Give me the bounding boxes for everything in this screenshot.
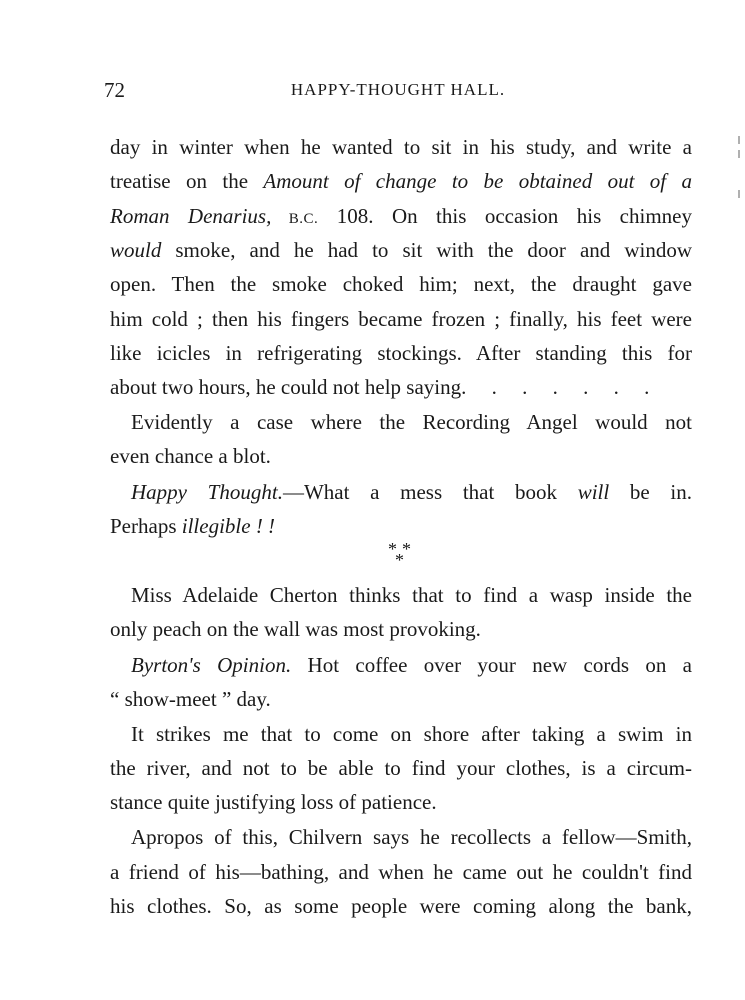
paragraph-start: Apropos of this, Chilvern says he recollects a fellow—Smith, xyxy=(131,825,692,849)
ellipsis-dots: . . . . . . . xyxy=(461,375,660,399)
text-line: his clothes. So, as some people were coming along the bank, xyxy=(110,894,692,918)
text-line: him cold ; then his fingers became frozen ; finally, his feet were xyxy=(110,307,692,331)
paragraph-start: Happy Thought.—What a mess that book will be in. xyxy=(131,480,693,504)
text-line: a friend of his—bathing, and when he came out he couldn't find xyxy=(110,860,692,884)
running-title: HAPPY-THOUGHT HALL. xyxy=(290,80,506,99)
asterism-divider xyxy=(360,534,420,574)
text-line: would smoke, and he had to sit with the door and window xyxy=(110,238,692,262)
paragraph-start: Evidently a case where the Recording Angel would not xyxy=(131,410,692,434)
text-line: open. Then the smoke choked him; next, the draught gave xyxy=(110,272,692,296)
italic-heading: Byrton's Opinion. xyxy=(131,653,292,677)
scan-edge-mark xyxy=(738,190,740,198)
text-line: treatise on the Amount of change to be obtained out of a xyxy=(110,169,692,193)
text-line: about two hours, he could not help saying. . . . . . . xyxy=(110,375,660,399)
text-line: “ show-meet ” day. xyxy=(110,687,271,711)
scan-edge-mark xyxy=(738,150,740,158)
text-line: Perhaps illegible ! ! xyxy=(110,514,276,538)
text-line: the river, and not to be able to find your clothes, is a circum- xyxy=(110,756,692,780)
text-line: like icicles in refrigerating stockings. After standing this for xyxy=(110,341,692,365)
text-line: Roman Denarius, B.C. 108. On this occasion his chimney xyxy=(110,204,692,228)
italic-emphasis: illegible ! ! xyxy=(181,514,276,538)
italic-heading: Happy Thought. xyxy=(131,480,283,504)
italic-emphasis: will xyxy=(577,480,610,504)
text-line: even chance a blot. xyxy=(110,444,271,468)
asterisk-icon: * xyxy=(395,550,404,570)
scan-edge-mark xyxy=(738,136,740,144)
italic-emphasis: would xyxy=(110,238,162,262)
text-line: only peach on the wall was most provoking. xyxy=(110,617,481,641)
asterisk-icon: * xyxy=(402,539,411,559)
italic-title: Amount of change to be obtained out of a xyxy=(263,169,692,193)
text-line: day in winter when he wanted to sit in his study, and write a xyxy=(110,135,692,159)
paragraph-start: It strikes me that to come on shore after taking a swim in xyxy=(131,722,692,746)
asterisk-icon: * xyxy=(388,539,397,559)
paragraph-start: Byrton's Opinion. Hot coffee over your new cords on a xyxy=(131,653,693,677)
text-line: stance quite justifying loss of patience. xyxy=(110,790,437,814)
small-caps-era: B.C. xyxy=(271,211,319,227)
page-number: 72 xyxy=(104,78,125,102)
paragraph-start: Miss Adelaide Cherton thinks that to find a wasp inside the xyxy=(131,583,692,607)
italic-title: Roman Denarius, xyxy=(110,204,272,228)
page-header xyxy=(104,78,692,108)
